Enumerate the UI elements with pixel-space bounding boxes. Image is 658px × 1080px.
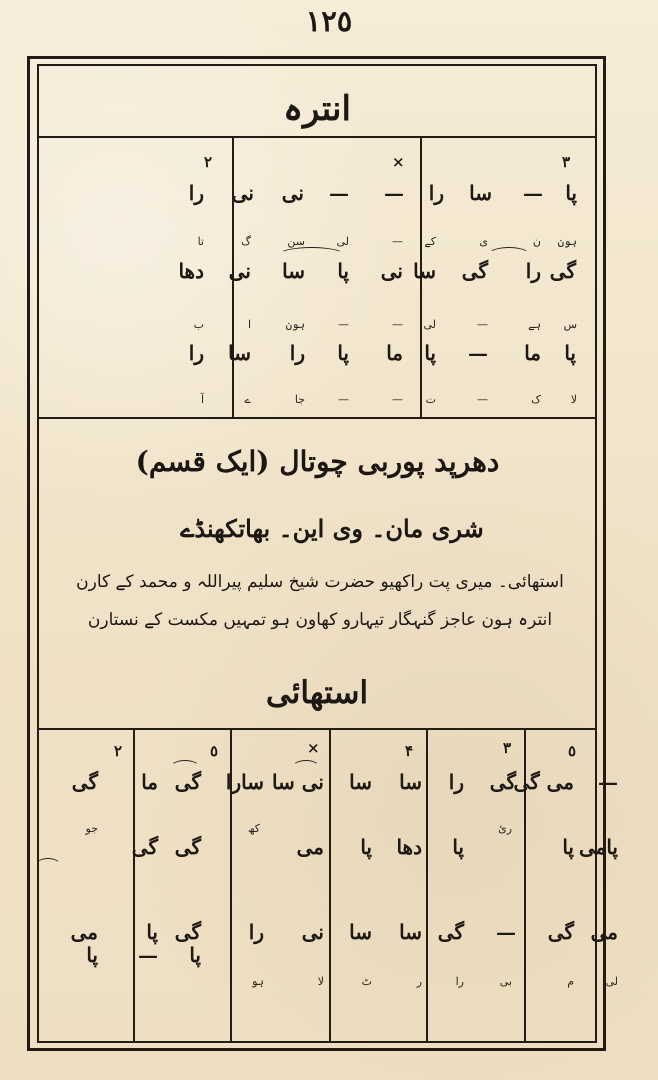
- upper-arc-2: [488, 247, 530, 262]
- upper-row-4-cell-3: —: [477, 318, 488, 331]
- lower-row-3-cell-7: نی: [301, 920, 324, 944]
- lower-row-4-cell-3: بی: [499, 975, 512, 988]
- lower-row-1-cell-4: را: [448, 770, 464, 794]
- lower-row-3-cell-4: گی: [437, 920, 464, 944]
- upper-marker-x: ×: [392, 153, 405, 171]
- lower-arc-1: [170, 760, 200, 775]
- lower-row-2-cell-2: پا: [562, 835, 574, 859]
- upper-row-4-cell-1: س: [563, 318, 577, 331]
- lower-row-1-cell-7: نی سا: [271, 770, 324, 794]
- lower-row-4-cell-7: لا: [317, 975, 324, 988]
- upper-row-3-cell-6: پا: [337, 259, 349, 283]
- lower-arc-2: [292, 760, 320, 775]
- upper-row-5-cell-2: ما: [524, 341, 541, 365]
- upper-row-6-cell-5: —: [392, 393, 403, 406]
- upper-row-3-cell-3: گی: [461, 259, 488, 283]
- lower-row-4-cell-9: پا: [189, 943, 201, 967]
- upper-row-4-cell-7: ہون: [285, 318, 305, 331]
- lower-row-1-cell-1: —: [598, 770, 618, 794]
- upper-row-5-cell-1: پا: [564, 341, 576, 365]
- upper-row-4-cell-2: ہے: [528, 318, 541, 331]
- upper-row-4-cell-8: ا: [247, 318, 251, 331]
- lower-row-2-cell-9: گی: [174, 835, 201, 859]
- upper-row-2-cell-4: کے: [424, 235, 436, 248]
- lower-row-4-cell-10: —: [138, 943, 158, 967]
- upper-row-3-cell-9: دھا: [178, 259, 204, 283]
- upper-row-6-cell-4: ت: [425, 393, 436, 406]
- top-band-divider: [37, 136, 597, 138]
- lower-row-3-cell-10: پا: [146, 920, 158, 944]
- lower-row-4-cell-1: لی: [605, 975, 618, 988]
- upper-row-3-cell-4: سا: [413, 259, 436, 283]
- lower-divider-1: [133, 728, 135, 1043]
- upper-row-1-cell-1: پا: [565, 181, 577, 205]
- lower-row-4-cell-8: ہو: [251, 975, 264, 988]
- lower-row-1-cell-11: گی: [71, 770, 98, 794]
- lower-marker-2: ٣: [503, 739, 512, 757]
- upper-row-1-cell-6: —: [329, 181, 349, 205]
- upper-row-1-cell-3: سا: [469, 181, 492, 205]
- lower-row-1-cell-6: سا: [349, 770, 372, 794]
- lower-row-3-cell-6: سا: [349, 920, 372, 944]
- upper-arc-1: [279, 247, 344, 262]
- lower-row-3-cell-2: گی: [547, 920, 574, 944]
- upper-table-bottom-divider: [37, 417, 597, 419]
- upper-row-5-cell-9: را: [188, 341, 204, 365]
- upper-row-5-cell-6: پا: [337, 341, 349, 365]
- upper-row-5-cell-8: سا: [228, 341, 251, 365]
- lower-row-4-cell-11: پا: [86, 943, 98, 967]
- lower-row-4-cell-4: را: [455, 975, 464, 988]
- lower-row-2-cell-6: پا: [360, 835, 372, 859]
- upper-marker-3: ٣: [562, 153, 571, 171]
- upper-row-6-cell-3: —: [477, 393, 488, 406]
- upper-row-2-cell-2: ن: [532, 235, 541, 248]
- upper-row-4-cell-6: —: [338, 318, 349, 331]
- lyrics-line-1: استھائی۔ میری پت راکھیو حضرت شیخ سلیم پیراللہ و محمد کے کارن: [76, 572, 564, 592]
- lower-marker-5: ٥: [210, 742, 219, 760]
- lower-row-1-cell-3: گی: [489, 770, 516, 794]
- sthayi-title: استھائی: [265, 675, 369, 711]
- upper-row-4-cell-9: ب: [193, 318, 204, 331]
- lower-marker-1: ٥: [568, 742, 577, 760]
- lower-row-2-cell-5: دھا: [396, 835, 422, 859]
- lower-row-4-cell-2: م: [567, 975, 574, 988]
- lower-row-2-cell-11: جو: [85, 822, 98, 835]
- composition-title: دھرپد پوربی چوتال (ایک قسم): [135, 445, 500, 478]
- lower-row-4-cell-5: ر: [416, 975, 422, 988]
- lower-table-top-divider: [37, 728, 597, 730]
- upper-row-1-cell-8: نی: [231, 181, 254, 205]
- lower-row-2-cell-10: گی: [131, 835, 158, 859]
- lower-divider-3: [329, 728, 331, 1043]
- upper-row-1-cell-9: را: [188, 181, 204, 205]
- upper-row-2-cell-1: ہون: [557, 235, 577, 248]
- lower-row-3-cell-8: را: [248, 920, 264, 944]
- upper-row-2-cell-6: لی: [336, 235, 349, 248]
- lower-marker-4: ×: [307, 739, 320, 757]
- antra-title: انترہ: [283, 89, 351, 129]
- upper-row-4-cell-4: لی: [423, 318, 436, 331]
- upper-row-3-cell-5: نی: [380, 259, 403, 283]
- lower-row-3-cell-11: می: [70, 920, 98, 944]
- lower-row-1-cell-8: سارا: [225, 770, 264, 794]
- upper-row-5-cell-3: —: [468, 341, 488, 365]
- lower-arc-3: [35, 858, 61, 873]
- author-line: شری مان۔ وی این۔ بھاتکھنڈے: [180, 514, 484, 543]
- upper-row-3-cell-7: سا: [282, 259, 305, 283]
- upper-row-1-cell-5: —: [384, 181, 404, 205]
- lower-row-4-cell-6: ٹ: [361, 975, 372, 988]
- lower-row-1-cell-2: می گی: [513, 770, 574, 794]
- upper-row-5-cell-5: ما: [386, 341, 403, 365]
- upper-row-6-cell-6: —: [338, 393, 349, 406]
- upper-row-3-cell-2: را: [525, 259, 541, 283]
- upper-row-2-cell-5: —: [392, 235, 403, 248]
- upper-row-3-cell-1: گی: [549, 259, 576, 283]
- lower-row-3-cell-1: می: [590, 920, 618, 944]
- upper-row-6-cell-8: ے: [244, 393, 251, 406]
- lower-row-3-cell-3: —: [496, 920, 516, 944]
- lyrics-line-2: انترہ ہون عاجز گنہگار تیہارو کھاون ہو تمہیں مکست کے نستارن: [87, 610, 553, 630]
- lower-row-1-cell-5: سا: [399, 770, 422, 794]
- lower-marker-3: ۴: [405, 742, 414, 760]
- lower-row-2-cell-8: کھ: [247, 822, 260, 835]
- lower-row-3-cell-9: گی: [174, 920, 201, 944]
- upper-row-2-cell-3: ی: [479, 235, 488, 248]
- lower-row-2-cell-7: می: [296, 835, 324, 859]
- lower-row-2-cell-3: رئ: [498, 822, 512, 835]
- lower-row-2-cell-1: پامی: [578, 835, 618, 859]
- upper-row-1-cell-4: را: [428, 181, 444, 205]
- upper-row-4-cell-5: —: [392, 318, 403, 331]
- page-number: ١٢٥: [305, 4, 353, 38]
- upper-row-6-cell-2: ک: [531, 393, 541, 406]
- upper-row-2-cell-8: گ: [241, 235, 251, 248]
- lower-row-1-cell-10: ما: [141, 770, 158, 794]
- upper-marker-2: ٢: [204, 153, 213, 171]
- upper-row-3-cell-8: نی: [228, 259, 251, 283]
- lower-divider-4: [426, 728, 428, 1043]
- upper-row-5-cell-4: پا: [424, 341, 436, 365]
- upper-row-6-cell-7: جا: [294, 393, 305, 406]
- upper-row-2-cell-7: سن: [287, 235, 305, 248]
- lower-row-3-cell-5: سا: [399, 920, 422, 944]
- upper-row-6-cell-1: لا: [570, 393, 577, 406]
- upper-row-6-cell-9: آ: [200, 393, 204, 406]
- lower-marker-6: ٢: [114, 742, 123, 760]
- inner-frame: [37, 64, 597, 1043]
- upper-row-2-cell-9: تا: [197, 235, 204, 248]
- upper-row-1-cell-2: —: [523, 181, 543, 205]
- upper-row-1-cell-7: نی: [281, 181, 304, 205]
- lower-row-2-cell-4: پا: [452, 835, 464, 859]
- lower-row-1-cell-9: گی: [174, 770, 201, 794]
- upper-row-5-cell-7: را: [289, 341, 305, 365]
